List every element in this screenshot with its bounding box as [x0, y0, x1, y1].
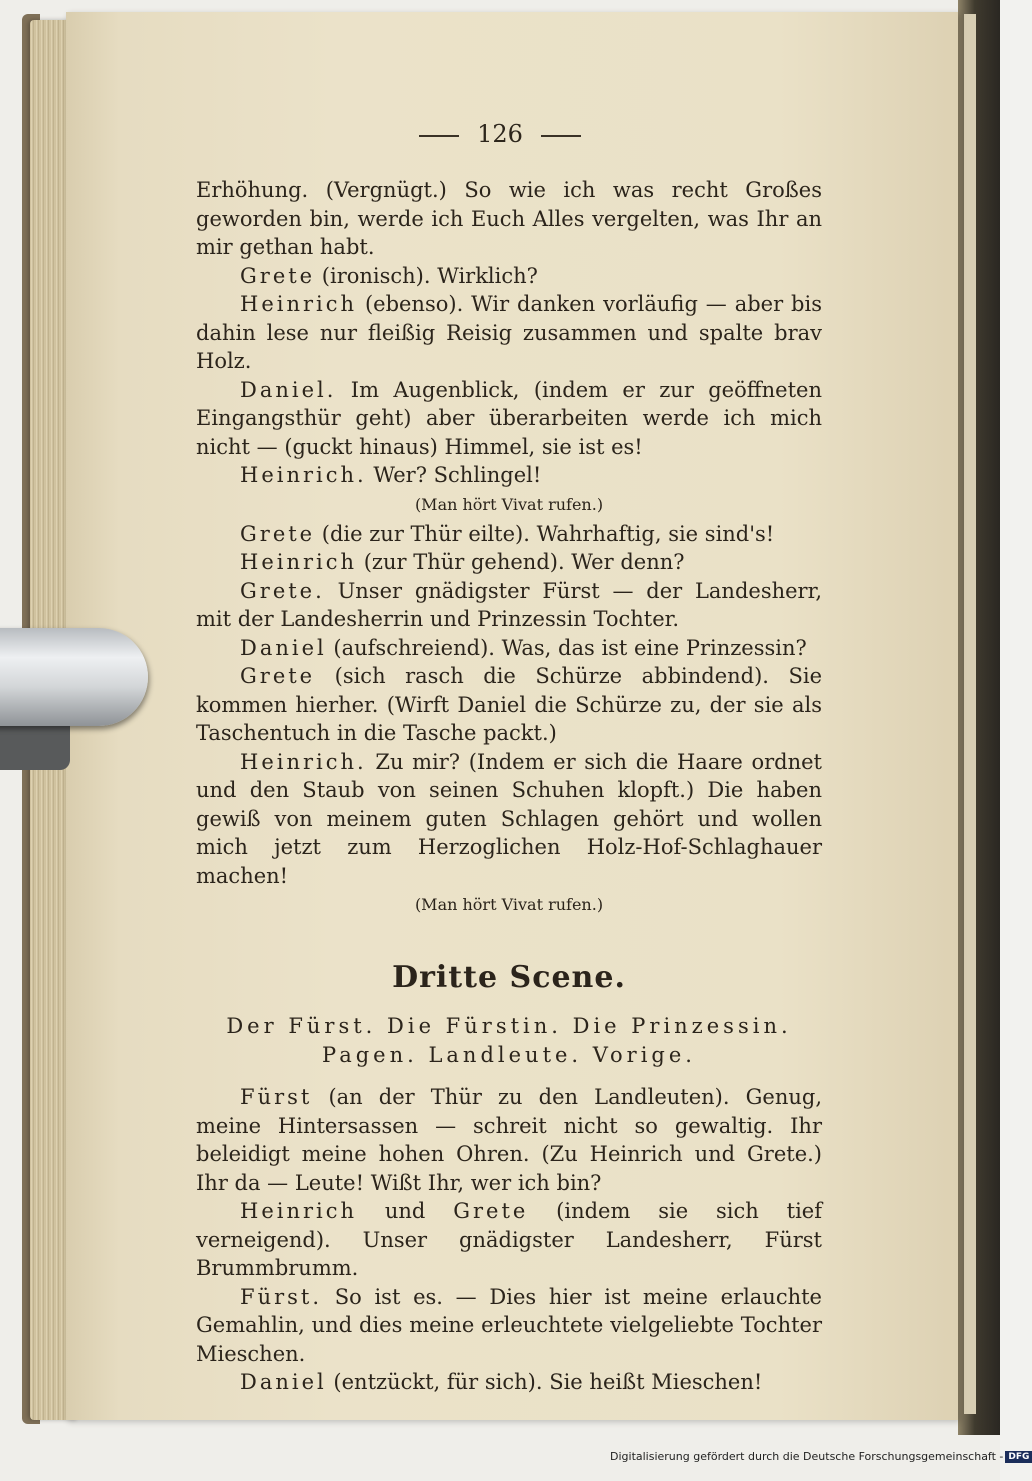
stage-direction: (Man hört Vivat rufen.): [414, 895, 604, 914]
speaker-name: Daniel.: [240, 377, 337, 402]
speaker-name: Grete: [453, 1199, 529, 1223]
scene-title: Dritte Scene.: [392, 960, 626, 995]
speaker-name: Grete: [240, 664, 316, 688]
header-ornament-left: [419, 135, 459, 137]
paragraph: Daniel (entzückt, für sich). Sie heißt Mieschen!: [240, 1370, 763, 1394]
paragraph: Grete (ironisch). Wirklich?: [240, 263, 538, 288]
page-header: [0, 120, 1000, 148]
speaker-name: Heinrich.: [240, 749, 367, 774]
facing-page-edge: [964, 14, 976, 1414]
digitization-credit: [610, 1450, 1030, 1481]
paragraph: Grete. Unser gnädigster Fürst — der Landesherr, mit der Landesherrin und Prinzessin Tochter.: [196, 578, 822, 631]
paragraph: Heinrich (ebenso). Wir danken vorläufig — aber bis dahin lese nur fleißig Reisig zusammen und spalte brav Holz.: [196, 292, 822, 373]
speaker-name: Heinrich: [240, 1199, 358, 1223]
speaker-name: Heinrich: [240, 550, 358, 574]
paragraph: Daniel. Im Augenblick, (indem er zur geöffneten Eingangsthür geht) aber überarbeiten werde ich mich nicht — (guckt hinaus) Himmel, sie ist es!: [196, 377, 822, 459]
header-ornament-right: [541, 135, 581, 137]
speaker-name: Heinrich.: [240, 463, 367, 487]
speaker-name: Fürst.: [240, 1284, 323, 1309]
paragraph: Daniel (aufschreiend). Was, das ist eine Prinzessin?: [240, 635, 807, 660]
cast-line: Pagen. Landleute. Vorige.: [322, 1042, 696, 1067]
speaker-name: Heinrich: [240, 292, 358, 316]
paragraph: Heinrich und Grete (indem sie sich tief verneigend). Unser gnädigster Landesherr, Fürst Brummbrumm.: [196, 1199, 822, 1280]
page-clip: [0, 628, 148, 726]
dfg-logo: DFG: [1005, 1451, 1032, 1463]
cast-list: [196, 1012, 822, 1069]
speaker-name: Grete: [240, 521, 316, 546]
paragraph: Fürst. So ist es. — Dies hier ist meine erlauchte Gemahlin, und dies meine erleuchtete vielgeliebte Tochter Mieschen.: [196, 1284, 822, 1366]
speaker-name: Fürst: [240, 1085, 313, 1109]
stage-direction: (Man hört Vivat rufen.): [414, 494, 604, 514]
paragraph: Grete (sich rasch die Schürze abbindend). Sie kommen hierher. (Wirft Daniel die Schürze zu, der sie als Taschentuch in die Tasche packt.): [196, 664, 822, 745]
speaker-name: Daniel: [240, 635, 327, 660]
page-number: 126: [477, 120, 523, 148]
speaker-name: Grete: [240, 263, 316, 288]
paragraph: Grete (die zur Thür eilte). Wahrhaftig, sie sind's!: [240, 521, 775, 546]
speaker-name: Daniel: [240, 1370, 327, 1394]
cast-line: Der Fürst. Die Fürstin. Die Prinzessin.: [226, 1014, 792, 1038]
credit-text: Digitalisierung gefördert durch die Deutsche Forschungsgemeinschaft -: [610, 1450, 1004, 1463]
paragraph: Fürst (an der Thür zu den Landleuten). Genug, meine Hintersassen — schreit nicht so gewaltig. Ihr beleidigt meine hohen Ohren. (Zu Heinrich und Grete.) Ihr da — Leute! Wißt Ihr, wer ich bin?: [196, 1085, 822, 1195]
paragraph: Heinrich (zur Thür gehend). Wer denn?: [240, 550, 685, 574]
page-body: [196, 176, 822, 1397]
speaker-name: Grete.: [240, 578, 325, 603]
paragraph: Heinrich. Zu mir? (Indem er sich die Haare ordnet und den Staub von seinen Schuhen klopft.) Die haben gewiß von meinem guten Schlagen gehört und wollen mich jetzt zum Herzoglichen Holz-Hof-Schlaghauer machen!: [196, 749, 822, 888]
paragraph: Heinrich. Wer? Schlingel!: [240, 463, 542, 487]
paragraph: Erhöhung. (Vergnügt.) So wie ich was recht Großes geworden bin, werde ich Euch Alles vergelten, was Ihr an mir gethan habt.: [196, 178, 822, 259]
